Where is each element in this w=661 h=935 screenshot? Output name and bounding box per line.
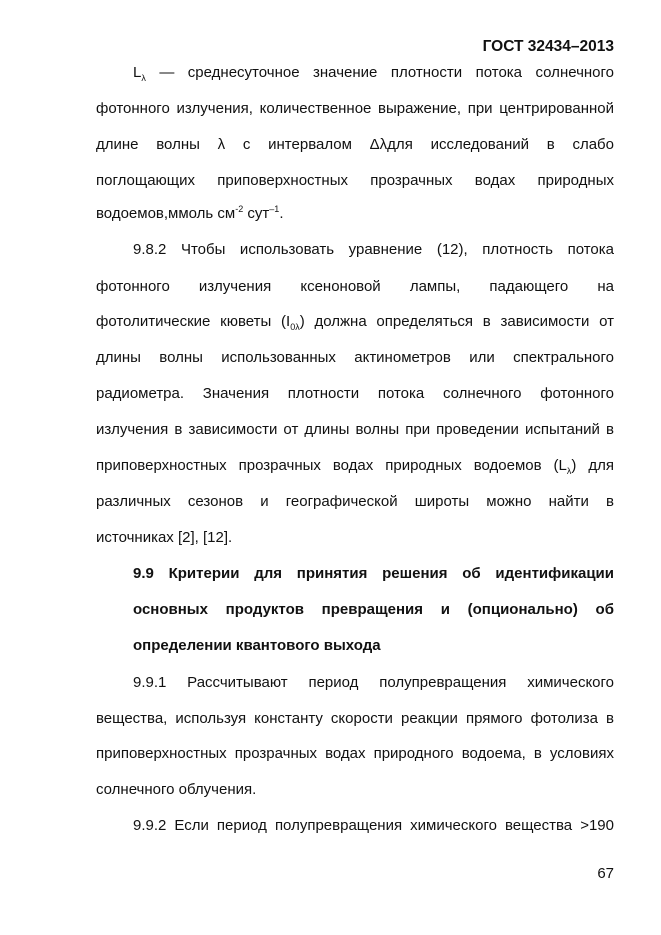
text-line: вещества, используя константу скорости реакции прямого фотолиза в bbox=[96, 710, 614, 727]
text-line: $L_\lambda$ — среднесуточное значение плотности потока солнечного bbox=[133, 64, 614, 83]
text-line: излучения в зависимости от длины волны при проведении испытаний в bbox=[96, 421, 614, 438]
text-line: фотонного излучения, количественное выражение, при центрированной bbox=[96, 100, 614, 117]
text-line: 9.9.2 Если период полупревращения химического вещества >190 bbox=[133, 817, 614, 834]
text-line: длины волны использованных актинометров или спектрального bbox=[96, 349, 614, 366]
text-line: фотонного излучения ксеноновой лампы, падающего на bbox=[96, 278, 614, 295]
text-line: 9.9.1 Рассчитывают период полупревращения химического bbox=[133, 674, 614, 691]
section-heading-line: определении квантового выхода bbox=[133, 637, 381, 654]
section-heading-line: основных продуктов превращения и (опционально) об bbox=[133, 601, 614, 618]
document-header: ГОСТ 32434–2013 bbox=[482, 38, 614, 55]
text-line: различных сезонов и географической широты можно найти в bbox=[96, 493, 614, 510]
text-line: приповерхностных прозрачных водах природных водоемов $(L_\lambda)$ для bbox=[96, 457, 614, 476]
text-line: длине волны λ с интервалом Δλдля исследований в слабо bbox=[96, 136, 614, 153]
text-line: 9.8.2 Чтобы использовать уравнение (12), плотность потока bbox=[133, 241, 614, 258]
text-line: фотолитические кюветы $(I_{0\lambda})$ должна определяться в зависимости от bbox=[96, 313, 615, 332]
text-line: солнечного облучения. bbox=[96, 781, 257, 798]
page-number: 67 bbox=[597, 865, 614, 882]
text-line: радиометра. Значения плотности потока солнечного фотонного bbox=[96, 385, 614, 402]
text-line: водоемов,ммоль $см^{-2}$ сут$^{-1}$. bbox=[96, 204, 284, 222]
text-line: поглощающих приповерхностных прозрачных водах природных bbox=[96, 172, 614, 189]
text-line: источниках [2], [12]. bbox=[96, 529, 233, 546]
text-line: приповерхностных прозрачных водах природного водоема, в условиях bbox=[96, 745, 614, 762]
section-heading-line: 9.9 Критерии для принятия решения об идентификации bbox=[133, 565, 614, 582]
